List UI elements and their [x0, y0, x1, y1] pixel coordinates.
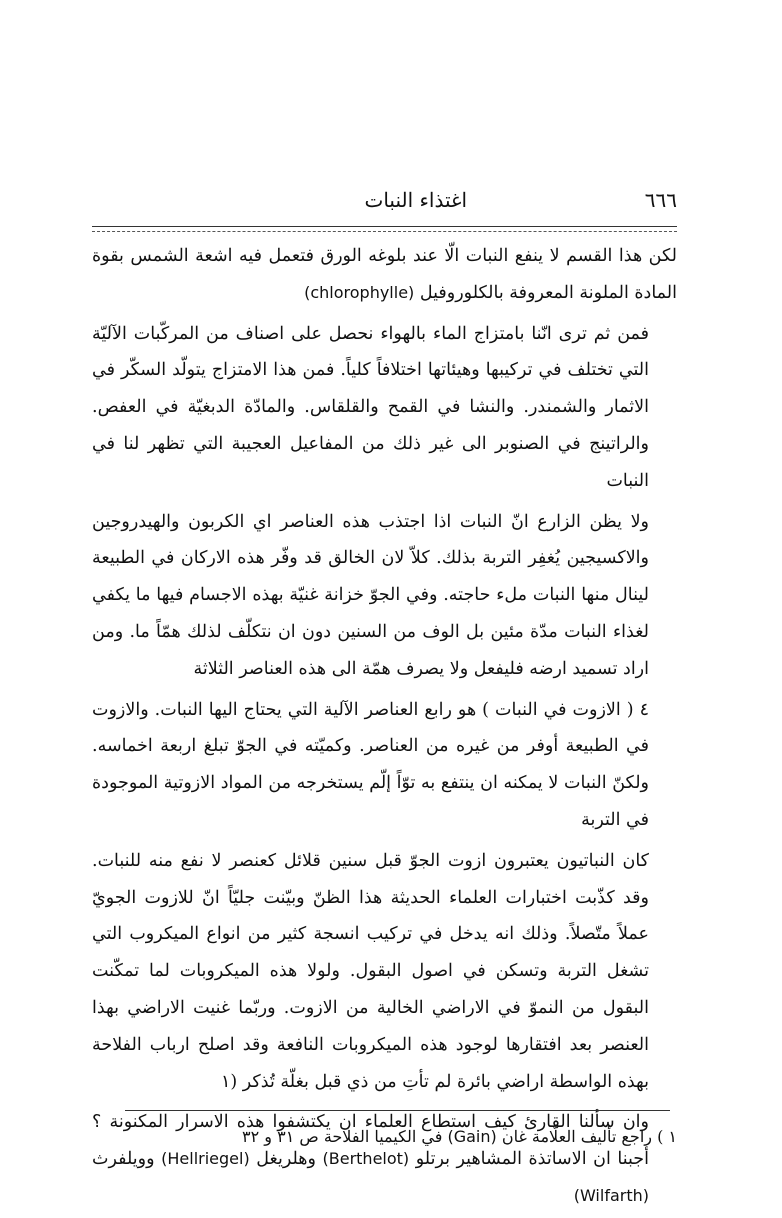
header-rule	[92, 226, 677, 227]
latin-term: (Wilfarth)	[573, 1185, 649, 1205]
latin-term: (Berthelot)	[322, 1149, 410, 1169]
paragraph-nitrogen-microbes: كان النباتيون يعتبرون ازوت الجوّ قبل سنين قلائل كعنصر لا نفع منه للنبات. وقد كذّبت اختبارات العلماء الحديثة هذا الظنّ وبيّنت جليّاً انّ للازوت الجويّ عملاً متّصلاً. وذلك انه يدخل في تركيب انسجة كثير من انواع الميكروب التي تشغل التربة وتسكن في اصول البقول. ولولا هذه الميكروبات لما تمكّنت البقول من النموّ في الاراضي الخالية من الازوت. وربّما غنيت الاراضي بهذا العنصر بعد افتقارها لوجود هذه الميكروبات النافعة وقد اصلح ارباب الفلاحة بهذه الواسطة اراضي بائرة لم تأتِ من ذي قبل بغلّة تُذكر (١	[92, 850, 649, 1092]
paragraph-scientists: وان سألنا القارئ كيف استطاع العلماء ان يكتشفوا هذه الاسرار المكنونة ؟ أجبنا ان الاساتذة المشاهير برتلو (Berthelot) وهلريغل (Hellriegel) وويلفرث (Wilfarth)	[92, 1112, 649, 1205]
footnote: ١ ) راجع تأليف العلّامة غان (Gain) في الكيميا الفلاحة ص ٣١ و ٣٢	[242, 1127, 677, 1146]
running-title: اغتذاء النبات	[364, 188, 467, 212]
paragraph-organic-compounds: فمن ثم ترى انّنا بامتزاج الماء بالهواء نحصل على اصناف من المركّبات الآليّة التي تختلف في تركيبها وهيئاتها اختلافاً كلياً. فمن هذا الامتزاج يتولّد السكّر في الاثمار والشمندر. والنشا في القمح والقلقاس. والمادّة الدبغيّة في العفص. والراتينج في الصنوبر الى غير ذلك من المفاعيل العجيبة التي تظهر لنا في النبات	[92, 323, 649, 491]
running-header	[92, 188, 677, 218]
latin-term: (Hellriegel)	[161, 1149, 250, 1169]
paragraph-elements-supply: ولا يظن الزارع انّ النبات اذا اجتذب هذه العناصر اي الكربون والهيدروجين والاكسيجين يُغفِر التربة بذلك. كلاّ لان الخالق قد وفّر هذه الاركان في الطبيعة لينال منها النبات ملء حاجته. وفي الجوّ خزانة غنيّة بهذه الاجسام فيها ما يكفي لغذاء النبات مدّة مئين بل الوف من السنين دون ان نتكلّف لذلك همّاً ما. ومن اراد تسميد ارضه فليفعل ولا يصرف همّة الى هذه العناصر الثلاثة	[92, 511, 649, 679]
latin-term: (Gain)	[447, 1127, 497, 1146]
header-rule-dashed	[92, 231, 677, 232]
page-number: ٦٦٦	[644, 188, 677, 212]
latin-term: (chlorophylle)	[304, 282, 415, 302]
paragraph-continuation: لكن هذا القسم لا ينفع النبات الّا عند بلوغه الورق فتعمل فيه اشعة الشمس بقوة المادة الملونة المعروفة بالكلوروفيل (chlorophylle)	[92, 246, 677, 303]
paragraph-nitrogen-section: ٤ ( الازوت في النبات ) هو رابع العناصر الآلية التي يحتاج اليها النبات. والازوت في الطبيعة أوفر من غيره من العناصر. وكميّته في الجوّ تبلغ اربعة اخماسه. ولكنّ النبات لا يمكنه ان ينتفع به توّاً إلّم يستخرجه من المواد الازوتية الموجودة في التربة	[92, 699, 649, 830]
page-body	[92, 238, 677, 1215]
footnote-rule	[125, 1110, 670, 1111]
